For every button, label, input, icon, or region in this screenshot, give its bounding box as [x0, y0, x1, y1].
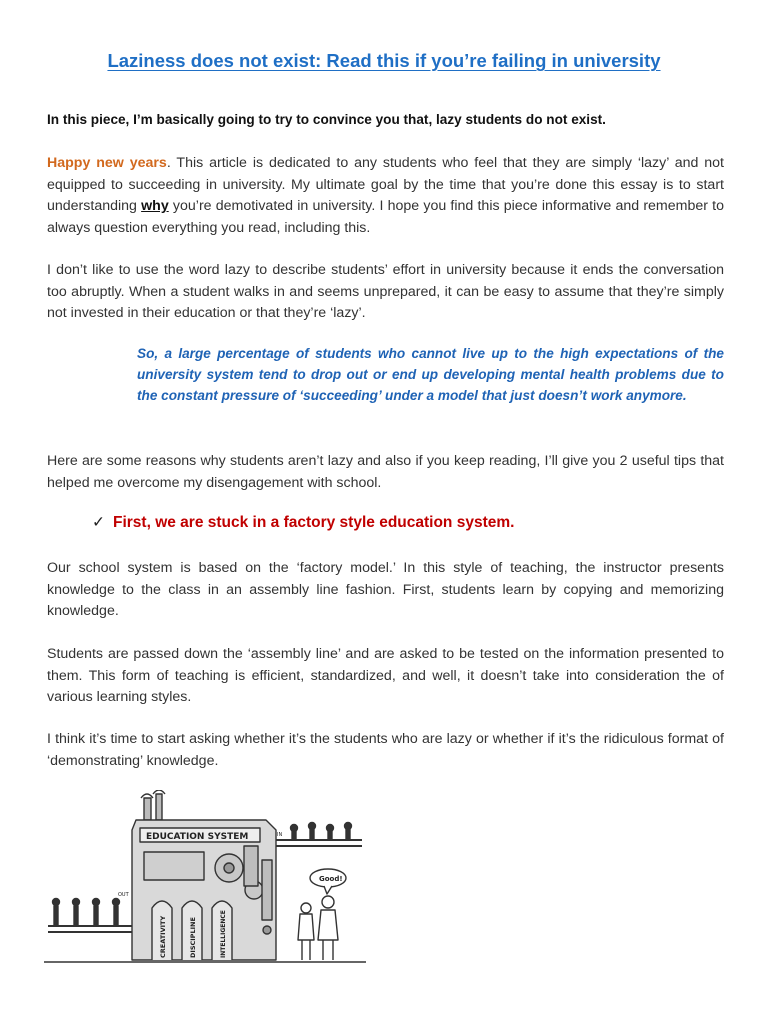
- why-emphasis: why: [141, 198, 169, 214]
- happy-new-years-highlight: Happy new years: [47, 155, 167, 171]
- checkmark-icon: ✓: [92, 514, 105, 531]
- pipe-label-creativity: CREATIVITY: [159, 915, 167, 958]
- point-heading: [92, 513, 514, 532]
- intro-text-a: . This article is dedicated to any students who feel that they are simply ‘lazy’ and not equipped to succeeding in university. My ultimate goal by the time that you’re done this essay is to start understanding: [47, 155, 724, 214]
- education-system-cartoon: [44, 790, 366, 970]
- intro-text-b: you’re demotivated in university. I hope you find this piece informative and remember to always question everything you read, including this.: [47, 198, 724, 236]
- speech-bubble-text: Good!: [319, 875, 343, 883]
- point-heading-text: First, we are stuck in a factory style education system.: [113, 514, 515, 531]
- in-label: IN: [277, 832, 283, 838]
- closing-paragraph: I think it’s time to start asking whether it’s the students who are lazy or whether if it’s the ridiculous format of ‘demonstrating’ knowledge.: [47, 731, 724, 769]
- intro-paragraph: [47, 153, 724, 239]
- assembly-line-paragraph: Students are passed down the ‘assembly line’ and are asked to be tested on the information presented to them. This form of teaching is efficient, standardized, and well, it doesn’t take into consideration the of various learning styles.: [47, 646, 724, 705]
- machine-label: EDUCATION SYSTEM: [146, 832, 249, 842]
- factory-model-paragraph: Our school system is based on the ‘factory model.’ In this style of teaching, the instructor presents knowledge to the class in an assembly line fashion. First, students learn by copying and memorizing knowledge.: [47, 560, 724, 619]
- article-title: Laziness does not exist: Read this if you’re failing in university: [107, 50, 661, 71]
- lead-sentence: In this piece, I’m basically going to try to convince you that, lazy students do not exist.: [47, 112, 606, 127]
- pipe-label-intelligence: INTELLIGENCE: [220, 910, 227, 958]
- out-label: OUT: [118, 892, 129, 898]
- lazy-word-paragraph: I don’t like to use the word lazy to describe students’ effort in university because it ends the conversation too abruptly. When a student walks in and seems unprepared, it can be easy to assume that they’re simply not invested in their education or that they’re ‘lazy’.: [47, 262, 724, 321]
- pull-quote: So, a large percentage of students who cannot live up to the high expectations of the university system tend to drop out or end up developing mental health problems due to the constant pressure of ‘succeeding’ under a model that just doesn’t work anymore.: [137, 346, 724, 403]
- pipe-label-discipline: DISCIPLINE: [189, 917, 197, 958]
- reasons-paragraph: Here are some reasons why students aren’t lazy and also if you keep reading, I’ll give you 2 useful tips that helped me overcome my disengagement with school.: [47, 453, 724, 491]
